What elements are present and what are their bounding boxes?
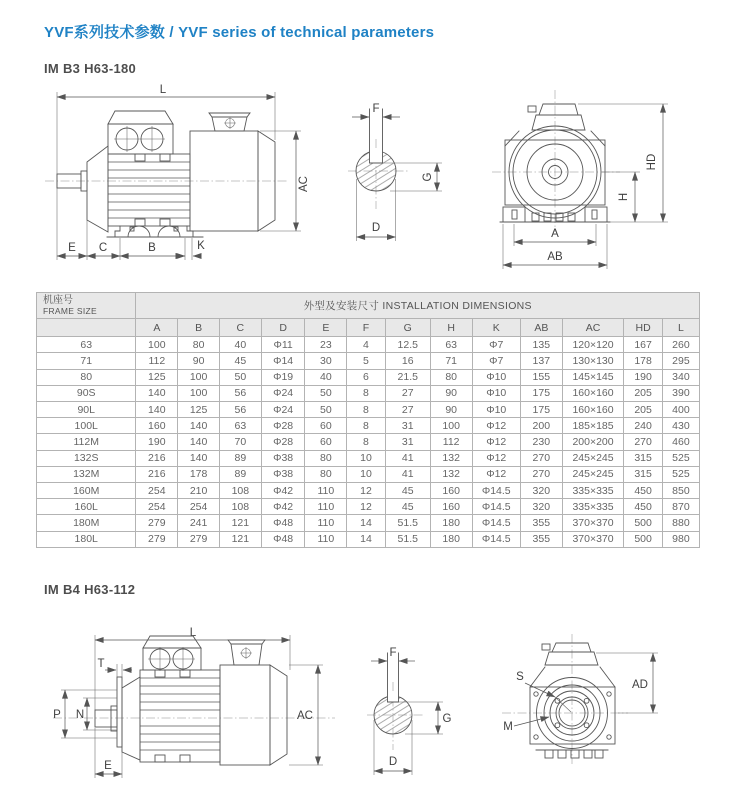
- dimension-cell: 40: [219, 337, 261, 353]
- dim-label-C: C: [98, 242, 108, 254]
- dimension-cell: 355: [520, 515, 562, 531]
- dimension-cell: 270: [520, 450, 562, 466]
- dimension-cell: 31: [385, 418, 430, 434]
- dimension-cell: 180: [430, 531, 472, 547]
- b4-shaft-section-drawing: [365, 620, 500, 808]
- column-header-AC: AC: [562, 319, 624, 337]
- dimension-cell: Φ38: [261, 466, 305, 482]
- dimension-cell: 51.5: [385, 515, 430, 531]
- frame-size-cell: 100L: [37, 418, 136, 434]
- dimension-cell: 178: [624, 353, 662, 369]
- dimension-cell: 80: [430, 369, 472, 385]
- dimension-cell: 90: [430, 385, 472, 401]
- dim-label-F: F: [372, 103, 380, 115]
- dim-label-AD: AD: [632, 679, 648, 691]
- dim-label-D: D: [371, 222, 381, 234]
- dimension-cell: 121: [219, 531, 261, 547]
- b3-drawings-row: [35, 84, 734, 284]
- frame-size-cell: 80: [37, 369, 136, 385]
- dim-label-L: L: [159, 84, 167, 96]
- dimension-cell: 430: [662, 418, 699, 434]
- dimension-cell: 155: [520, 369, 562, 385]
- dimension-cell: 60: [305, 434, 347, 450]
- dimension-cell: 51.5: [385, 531, 430, 547]
- dimension-cell: 10: [347, 466, 385, 482]
- frame-size-cell: 112M: [37, 434, 136, 450]
- dimension-cell: 254: [178, 499, 220, 515]
- dimension-cell: 175: [520, 402, 562, 418]
- table-row: [37, 434, 700, 450]
- dimension-cell: 27: [385, 385, 430, 401]
- dim-label-G: G: [442, 713, 452, 725]
- dimension-cell: 200: [520, 418, 562, 434]
- dimension-cell: 4: [347, 337, 385, 353]
- dimension-cell: Φ12: [472, 450, 520, 466]
- frame-size-blank-cell: [37, 319, 136, 337]
- dimension-cell: 260: [662, 337, 699, 353]
- dimension-cell: Φ38: [261, 450, 305, 466]
- dim-label-AC: AC: [298, 176, 310, 192]
- frame-size-zh: 机座号: [43, 295, 73, 306]
- dimension-cell: Φ19: [261, 369, 305, 385]
- dimension-cell: 60: [305, 418, 347, 434]
- dimension-cell: Φ28: [261, 418, 305, 434]
- dimension-cell: 132: [430, 466, 472, 482]
- dimension-cell: 270: [520, 466, 562, 482]
- terminal-bolt-symbol: [240, 647, 252, 659]
- dimension-cell: 167: [624, 337, 662, 353]
- dimension-cell: 295: [662, 353, 699, 369]
- dimension-cell: 140: [136, 402, 178, 418]
- table-row: [37, 466, 700, 482]
- dimension-cell: Φ10: [472, 369, 520, 385]
- dimension-cell: 125: [136, 369, 178, 385]
- dimension-cell: 140: [178, 450, 220, 466]
- frame-size-cell: 180L: [37, 531, 136, 547]
- eyebolt-holes: [148, 647, 195, 671]
- dimension-cell: Φ28: [261, 434, 305, 450]
- dimension-cell: 8: [347, 385, 385, 401]
- dimension-cell: 315: [624, 466, 662, 482]
- dimension-cell: 216: [136, 450, 178, 466]
- section-heading-b4: IM B4 H63-112: [44, 582, 136, 597]
- dimension-cell: 50: [305, 402, 347, 418]
- dimension-cell: 145×145: [562, 369, 624, 385]
- dimension-cell: 160×160: [562, 402, 624, 418]
- table-row: [37, 418, 700, 434]
- dimension-cell: 41: [385, 450, 430, 466]
- dimension-cell: 8: [347, 434, 385, 450]
- table-row: [37, 499, 700, 515]
- dimension-cell: 30: [305, 353, 347, 369]
- dimension-cell: Φ7: [472, 353, 520, 369]
- dimension-cell: 270: [624, 434, 662, 450]
- column-header-HD: HD: [624, 319, 662, 337]
- column-header-G: G: [385, 319, 430, 337]
- dimension-cell: 45: [385, 482, 430, 498]
- dimension-cell: 400: [662, 402, 699, 418]
- dimension-cell: 180: [430, 515, 472, 531]
- column-header-K: K: [472, 319, 520, 337]
- page-title: YVF系列技术参数 / YVF series of technical parameters: [44, 24, 435, 41]
- dimension-cell: 335×335: [562, 499, 624, 515]
- dimension-cell: 120×120: [562, 337, 624, 353]
- dimension-cell: 140: [178, 434, 220, 450]
- dimension-cell: 12.5: [385, 337, 430, 353]
- dimension-cell: 14: [347, 531, 385, 547]
- dimension-cell: Φ42: [261, 499, 305, 515]
- dimension-cell: Φ14.5: [472, 515, 520, 531]
- dimension-cell: 254: [136, 499, 178, 515]
- dimension-cell: Φ24: [261, 385, 305, 401]
- dimension-cell: Φ42: [261, 482, 305, 498]
- frame-size-cell: 132S: [37, 450, 136, 466]
- dim-label-E: E: [68, 242, 76, 254]
- table-header-row-2: [37, 319, 700, 337]
- dim-label-D: D: [388, 756, 398, 768]
- table-header-row-1: [37, 293, 700, 319]
- dimension-cell: Φ14.5: [472, 482, 520, 498]
- dimension-cell: 108: [219, 499, 261, 515]
- dimension-cell: 245×245: [562, 450, 624, 466]
- dimension-cell: 130×130: [562, 353, 624, 369]
- dimension-cell: Φ14.5: [472, 531, 520, 547]
- dimension-cell: 10: [347, 450, 385, 466]
- dimension-cell: 254: [136, 482, 178, 498]
- dimension-cell: 41: [385, 466, 430, 482]
- dimension-cell: 205: [624, 402, 662, 418]
- table-row: [37, 337, 700, 353]
- installation-dimensions-table: [36, 292, 700, 548]
- dimension-cell: 40: [305, 369, 347, 385]
- dimension-cell: 460: [662, 434, 699, 450]
- dimension-cell: 240: [624, 418, 662, 434]
- dimension-cell: 230: [520, 434, 562, 450]
- dimension-cell: 80: [305, 450, 347, 466]
- frame-size-cell: 160M: [37, 482, 136, 498]
- dimension-cell: 245×245: [562, 466, 624, 482]
- frame-size-cell: 180M: [37, 515, 136, 531]
- dim-label-L: L: [189, 627, 197, 639]
- dimension-cell: Φ24: [261, 402, 305, 418]
- dim-label-S: S: [516, 671, 524, 683]
- b3-front-view-drawing: [492, 84, 734, 284]
- dim-label-B: B: [148, 242, 156, 254]
- dimension-cell: Φ11: [261, 337, 305, 353]
- dimension-cell: 89: [219, 450, 261, 466]
- dimension-cell: 178: [178, 466, 220, 482]
- table-row: [37, 353, 700, 369]
- dimension-cell: 110: [305, 515, 347, 531]
- dimension-cell: 370×370: [562, 515, 624, 531]
- dimension-cell: 175: [520, 385, 562, 401]
- dimensions-group-header: 外型及安装尺寸 INSTALLATION DIMENSIONS: [136, 293, 700, 319]
- dimension-cell: 31: [385, 434, 430, 450]
- dimension-cell: 279: [136, 515, 178, 531]
- dim-label-N: N: [75, 709, 85, 721]
- dimension-cell: 125: [178, 402, 220, 418]
- dimension-cell: 56: [219, 402, 261, 418]
- dimension-cell: 63: [430, 337, 472, 353]
- frame-size-cell: 160L: [37, 499, 136, 515]
- dimension-cell: 100: [178, 385, 220, 401]
- dimension-cell: Φ12: [472, 418, 520, 434]
- dimension-cell: 137: [520, 353, 562, 369]
- dimension-cell: 12: [347, 499, 385, 515]
- dimension-cell: 140: [178, 418, 220, 434]
- dimension-cell: 14: [347, 515, 385, 531]
- dimension-cell: 355: [520, 531, 562, 547]
- dimension-cell: 185×185: [562, 418, 624, 434]
- column-header-E: E: [305, 319, 347, 337]
- dimension-cell: 216: [136, 466, 178, 482]
- dim-label-E: E: [104, 760, 112, 772]
- dimension-cell: 100: [430, 418, 472, 434]
- dimension-cell: 112: [136, 353, 178, 369]
- dimension-cell: 210: [178, 482, 220, 498]
- table-body: [37, 337, 700, 547]
- b3-side-view-drawing: [35, 84, 340, 284]
- dimension-cell: 89: [219, 466, 261, 482]
- dimension-cell: 100: [178, 369, 220, 385]
- column-header-B: B: [178, 319, 220, 337]
- dimension-cell: 23: [305, 337, 347, 353]
- dimension-cell: 110: [305, 499, 347, 515]
- dim-label-A: A: [551, 228, 559, 240]
- dimension-cell: 70: [219, 434, 261, 450]
- table-row: [37, 531, 700, 547]
- frame-size-cell: 90L: [37, 402, 136, 418]
- dimension-cell: 340: [662, 369, 699, 385]
- frame-size-header: [37, 293, 136, 319]
- dimension-cell: 110: [305, 482, 347, 498]
- dimension-cell: 12: [347, 482, 385, 498]
- dimension-cell: 160: [430, 482, 472, 498]
- dimension-cell: 71: [430, 353, 472, 369]
- dimension-cell: 880: [662, 515, 699, 531]
- dimension-cell: 870: [662, 499, 699, 515]
- dimension-cell: 500: [624, 515, 662, 531]
- table-row: [37, 515, 700, 531]
- dimension-cell: 980: [662, 531, 699, 547]
- table-row: [37, 402, 700, 418]
- dimension-cell: 241: [178, 515, 220, 531]
- dimension-cell: 450: [624, 499, 662, 515]
- b4-flange-view-drawing: [500, 620, 734, 808]
- dimension-cell: 160: [430, 499, 472, 515]
- dimension-cell: 140: [136, 385, 178, 401]
- dimension-cell: Φ12: [472, 434, 520, 450]
- dimension-cell: 320: [520, 499, 562, 515]
- dimension-cell: 315: [624, 450, 662, 466]
- dim-label-K: K: [197, 240, 205, 252]
- dim-label-G: G: [422, 172, 434, 182]
- eyebolt-holes: [114, 126, 165, 152]
- dimension-cell: Φ10: [472, 402, 520, 418]
- dimension-cell: 50: [305, 385, 347, 401]
- dimension-cell: 500: [624, 531, 662, 547]
- dimension-cell: Φ48: [261, 515, 305, 531]
- dimension-cell: 279: [178, 531, 220, 547]
- terminal-bolt-symbol: [224, 117, 236, 129]
- dim-label-AC: AC: [297, 710, 313, 722]
- dimension-cell: 16: [385, 353, 430, 369]
- table-row: [37, 450, 700, 466]
- dimension-cell: 121: [219, 515, 261, 531]
- frame-size-cell: 71: [37, 353, 136, 369]
- frame-size-en: FRAME SIZE: [43, 305, 98, 316]
- dimension-cell: 525: [662, 466, 699, 482]
- dim-label-HD: HD: [646, 153, 658, 171]
- dimension-cell: 45: [219, 353, 261, 369]
- dimension-cell: 6: [347, 369, 385, 385]
- dimension-cell: 190: [624, 369, 662, 385]
- frame-size-cell: 63: [37, 337, 136, 353]
- dim-label-AB: AB: [547, 251, 563, 263]
- dimension-cell: 390: [662, 385, 699, 401]
- column-header-D: D: [261, 319, 305, 337]
- dimension-cell: 205: [624, 385, 662, 401]
- dimension-cell: 5: [347, 353, 385, 369]
- dimension-cell: Φ48: [261, 531, 305, 547]
- frame-size-cell: 90S: [37, 385, 136, 401]
- column-header-A: A: [136, 319, 178, 337]
- dimension-cell: 80: [305, 466, 347, 482]
- dimension-cell: 135: [520, 337, 562, 353]
- dimension-cell: 850: [662, 482, 699, 498]
- b4-side-view-drawing: [35, 620, 365, 808]
- dimension-cell: 90: [430, 402, 472, 418]
- b3-shaft-section-drawing: [340, 84, 492, 284]
- dimension-cell: Φ12: [472, 466, 520, 482]
- column-header-AB: AB: [520, 319, 562, 337]
- dim-label-T: T: [97, 658, 105, 670]
- dim-label-P: P: [53, 709, 61, 721]
- dimension-cell: 21.5: [385, 369, 430, 385]
- dim-label-H: H: [618, 192, 630, 202]
- dimension-cell: 90: [178, 353, 220, 369]
- dimension-cell: 320: [520, 482, 562, 498]
- b4-drawings-row: [35, 620, 734, 808]
- dimension-cell: 27: [385, 402, 430, 418]
- dimension-cell: 45: [385, 499, 430, 515]
- table-row: [37, 369, 700, 385]
- dimension-cell: 110: [305, 531, 347, 547]
- dim-label-M: M: [503, 721, 513, 733]
- dimension-cell: 370×370: [562, 531, 624, 547]
- frame-size-cell: 132M: [37, 466, 136, 482]
- dimension-cell: 525: [662, 450, 699, 466]
- table-row: [37, 385, 700, 401]
- dimension-cell: 335×335: [562, 482, 624, 498]
- dimension-cell: 108: [219, 482, 261, 498]
- column-header-H: H: [430, 319, 472, 337]
- dimension-cell: 50: [219, 369, 261, 385]
- dimension-cell: 63: [219, 418, 261, 434]
- dimension-cell: 80: [178, 337, 220, 353]
- dimension-cell: 279: [136, 531, 178, 547]
- table-row: [37, 482, 700, 498]
- dimension-cell: 112: [430, 434, 472, 450]
- dimension-cell: 160×160: [562, 385, 624, 401]
- dimension-cell: 450: [624, 482, 662, 498]
- column-header-F: F: [347, 319, 385, 337]
- dimension-cell: 190: [136, 434, 178, 450]
- dimension-cell: Φ14: [261, 353, 305, 369]
- dimension-cell: 8: [347, 402, 385, 418]
- dimension-cell: 8: [347, 418, 385, 434]
- dim-label-F: F: [389, 647, 397, 659]
- column-header-C: C: [219, 319, 261, 337]
- section-heading-b3: IM B3 H63-180: [44, 61, 137, 76]
- dimension-cell: 200×200: [562, 434, 624, 450]
- dimension-cell: 132: [430, 450, 472, 466]
- dimension-cell: 56: [219, 385, 261, 401]
- dimension-cell: Φ14.5: [472, 499, 520, 515]
- dimension-cell: Φ7: [472, 337, 520, 353]
- dimension-cell: 100: [136, 337, 178, 353]
- column-header-L: L: [662, 319, 699, 337]
- dimension-cell: 160: [136, 418, 178, 434]
- dimension-cell: Φ10: [472, 385, 520, 401]
